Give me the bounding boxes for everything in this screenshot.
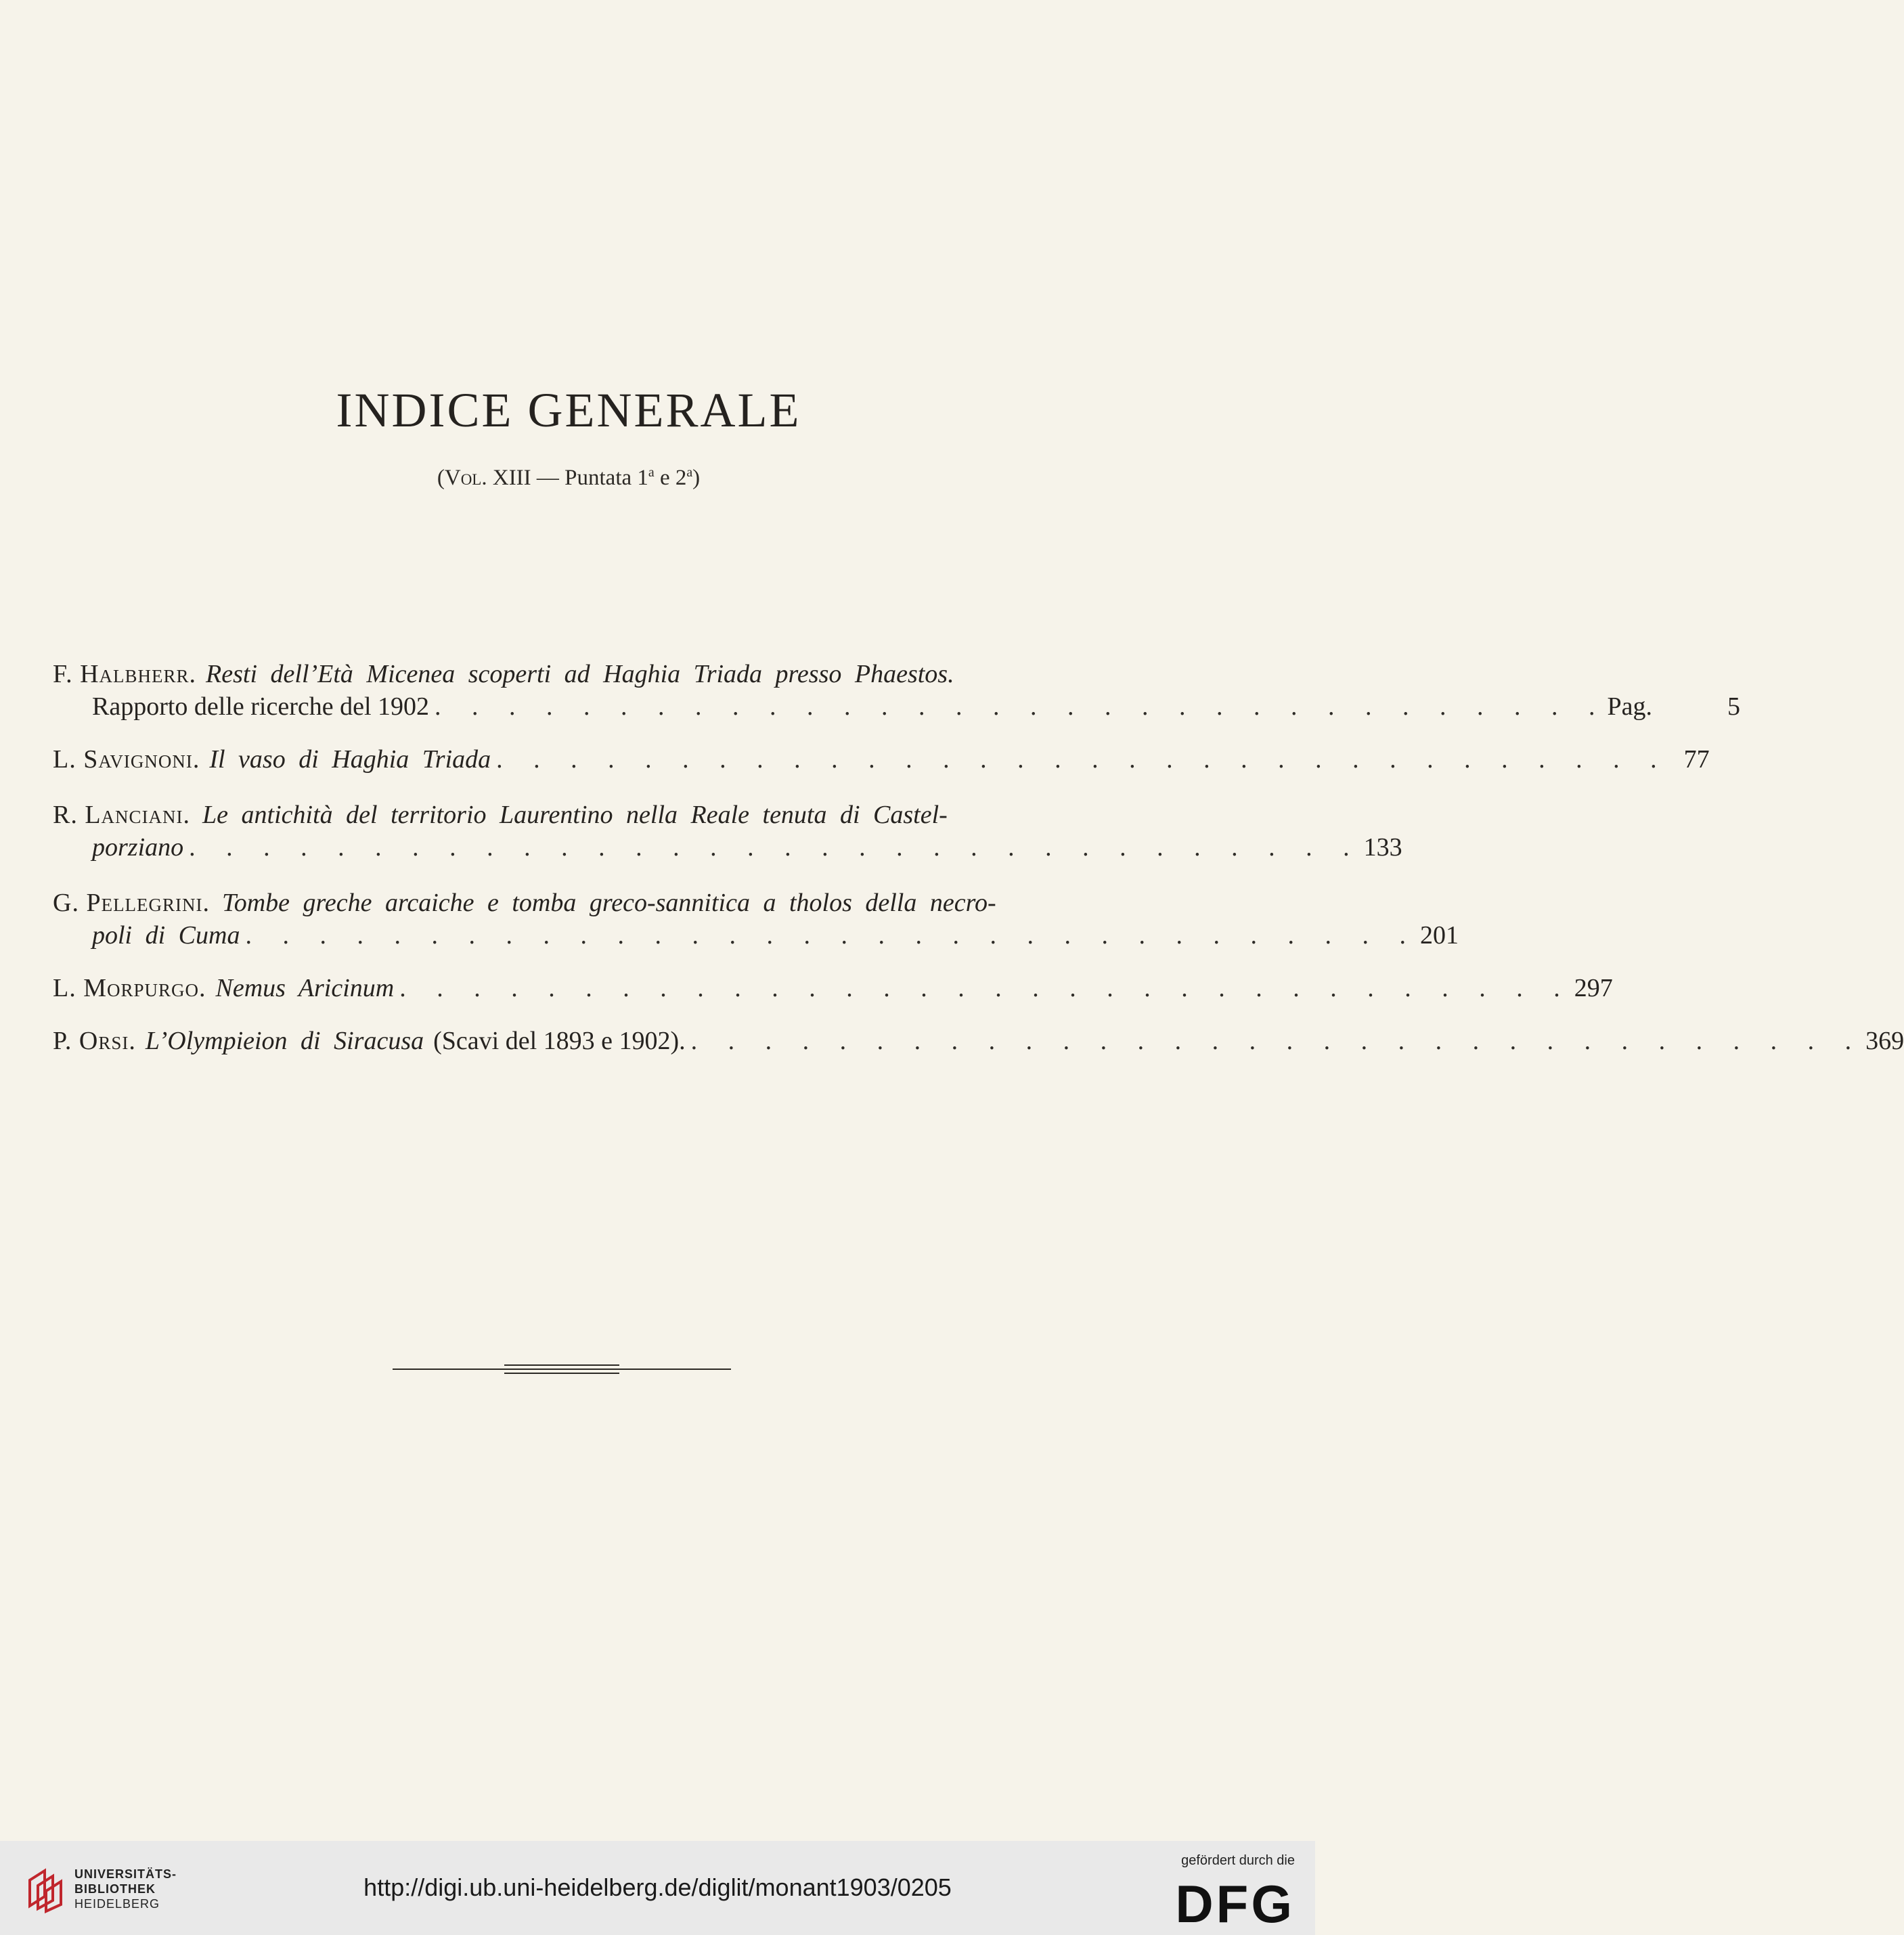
source-url-link[interactable]: http://digi.ub.uni-heidelberg.de/diglit/monant1903/0205: [363, 1873, 952, 1901]
toc-title-continuation: porziano: [92, 833, 184, 862]
toc-author: L. Savignoni.: [53, 745, 200, 774]
toc-entry: [53, 972, 1613, 1004]
toc-title: Le antichità del territorio Laurentino nella Reale tenuta di Castel-: [202, 801, 948, 829]
dot-leader: . . . . . . . . . . . . . . . . . . . . . . . . . . . . . . . .: [399, 974, 1572, 1002]
pag-label: Pag.: [1607, 692, 1653, 721]
toc-entry-line: [53, 887, 1082, 919]
toc-entry: [53, 1025, 1904, 1057]
toc-page-number: 201: [1419, 921, 1459, 950]
toc-entry-line: [53, 658, 1082, 690]
toc-entry-line: [53, 743, 1710, 776]
toc-author: L. Morpurgo.: [53, 974, 206, 1002]
toc-entry-line: [53, 972, 1613, 1004]
subtitle-vol: Vol.: [444, 466, 487, 490]
ornament-rule-short-top: [504, 1364, 619, 1366]
toc-page-number: 133: [1363, 833, 1402, 862]
toc-entry: [53, 887, 1459, 952]
page-title: INDICE GENERALE: [336, 383, 801, 437]
library-line-2: BIBLIOTHEK: [74, 1882, 156, 1896]
funding-note: gefördert durch die: [1181, 1853, 1295, 1868]
dfg-logo: DFG: [1175, 1874, 1295, 1934]
table-of-contents: [53, 658, 1904, 1057]
toc-author: R. Lanciani.: [53, 801, 191, 829]
dot-leader: . . . . . . . . . . . . . . . . . . . . . . . . . . . . . . . .: [690, 1027, 1864, 1055]
dot-leader: . . . . . . . . . . . . . . . . . . . . . . . . . . . . . . . .: [189, 833, 1362, 862]
toc-title: Tombe greche arcaiche e tomba greco-sannitica a tholos della necro-: [222, 889, 996, 917]
library-line-3: HEIDELBERG: [74, 1897, 160, 1911]
toc-entry-line: [53, 1025, 1904, 1057]
toc-page-number: 297: [1574, 974, 1613, 1002]
toc-entry: [53, 658, 1741, 723]
toc-author: P. Orsi.: [53, 1027, 136, 1055]
toc-entry: [53, 743, 1710, 776]
subtitle-open: (: [437, 466, 445, 490]
toc-entry-continuation: [53, 919, 1459, 952]
toc-title-continuation: poli di Cuma: [92, 921, 240, 950]
subtitle-sup-1: a: [648, 465, 655, 480]
subtitle-close: ): [692, 466, 701, 490]
ornament-rule-long: [393, 1369, 731, 1370]
toc-title: L’Olympieion di Siracusa: [145, 1027, 424, 1055]
dot-leader: . . . . . . . . . . . . . . . . . . . . . . . . . . . . . . . .: [245, 921, 1418, 950]
toc-title: Il vaso di Haghia Triada: [209, 745, 491, 774]
volume-subtitle: [0, 466, 1137, 491]
toc-title-extra: (Scavi del 1893 e 1902).: [433, 1027, 686, 1055]
library-line-1: UNIVERSITÄTS-: [74, 1867, 177, 1881]
toc-title: Nemus Aricinum: [215, 974, 395, 1002]
toc-title: Resti dell’Età Micenea scoperti ad Haghia Triada presso Phaestos.: [206, 660, 954, 688]
subtitle-sup-2: a: [686, 465, 693, 480]
toc-author: F. Halbherr.: [53, 660, 197, 688]
closing-ornament: [393, 1360, 731, 1381]
ornament-rule-short-bottom: [504, 1373, 619, 1374]
toc-page-number: 77: [1683, 745, 1710, 774]
toc-title-continuation: Rapporto delle ricerche del 1902: [92, 692, 430, 721]
subtitle-rest: XIII — Puntata 1: [487, 466, 648, 490]
digitization-footer: [0, 1841, 1315, 1935]
toc-entry-line: [53, 799, 1082, 831]
toc-entry-continuation: [53, 831, 1402, 864]
toc-page-number: 5: [1727, 692, 1741, 721]
subtitle-mid: e 2: [654, 466, 687, 490]
dot-leader: . . . . . . . . . . . . . . . . . . . . . . . . . . . . . . . .: [496, 745, 1669, 774]
toc-author: G. Pellegrini.: [53, 889, 211, 917]
dot-leader: . . . . . . . . . . . . . . . . . . . . . . . . . . . . . . . .: [435, 692, 1608, 721]
toc-page-number: 369: [1865, 1027, 1904, 1055]
toc-entry: [53, 799, 1402, 864]
toc-entry-continuation: [53, 690, 1741, 723]
